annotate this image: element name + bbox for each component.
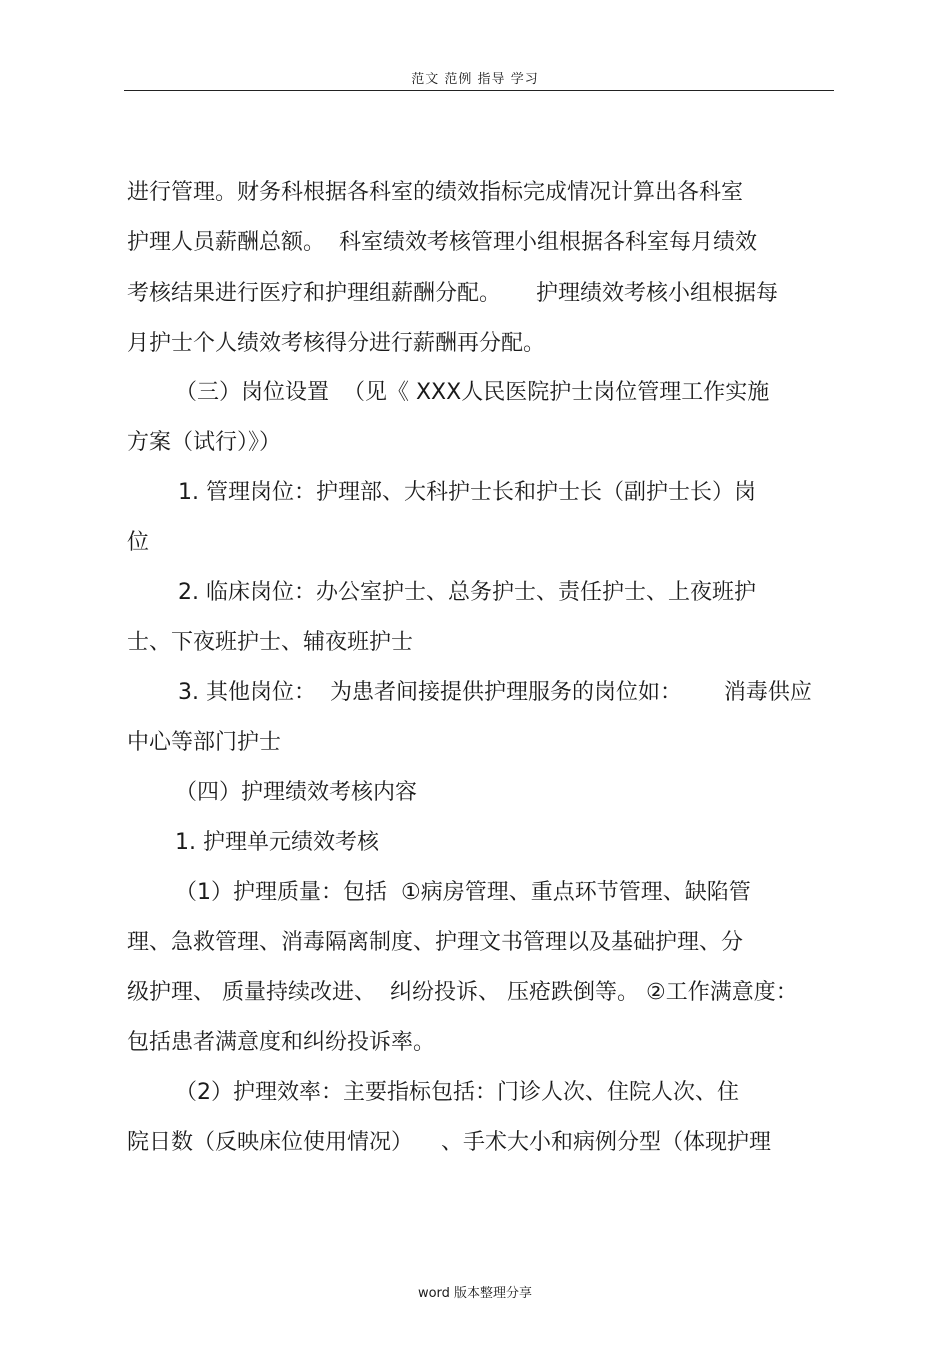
text-line-16: 理、急救管理、消毒隔离制度、护理文书管理以及基础护理、分 [127,930,744,955]
text-line-9: 2. 临床岗位：办公室护士、总务护士、责任护士、上夜班护 [178,580,756,605]
text-line-4: 月护士个人绩效考核得分进行薪酬再分配。 [127,331,546,356]
text-line-5: （三）岗位设置 （见《 XXX人民医院护士岗位管理工作实施 [175,380,770,405]
text-line-1: 进行管理。财务科根据各科室的绩效指标完成情况计算出各科室 [127,180,744,205]
text-line-18: 包括患者满意度和纠纷投诉率。 [127,1030,436,1055]
text-line-8: 位 [127,530,150,555]
text-line-2: 护理人员薪酬总额。 科室绩效考核管理小组根据各科室每月绩效 [127,230,757,255]
text-line-15: （1）护理质量：包括 ①病房管理、重点环节管理、缺陷管 [175,880,751,905]
text-line-13: （四）护理绩效考核内容 [175,780,418,805]
page-header: 范文 范例 指导 学习 [411,72,539,87]
text-line-17: 级护理、 质量持续改进、 纠纷投诉、 压疮跌倒等。 ②工作满意度： [127,980,798,1005]
text-line-20: 院日数（反映床位使用情况） 、手术大小和病例分型（体现护理 [127,1130,771,1155]
text-line-19: （2）护理效率：主要指标包括：门诊人次、住院人次、住 [175,1080,739,1105]
text-line-14: 1. 护理单元绩效考核 [175,830,379,855]
text-line-11: 3. 其他岗位： 为患者间接提供护理服务的岗位如： 消毒供应 [178,680,812,705]
text-line-7: 1. 管理岗位：护理部、大科护士长和护士长（副护士长）岗 [178,480,756,505]
text-line-10: 士、下夜班护士、辅夜班护士 [127,630,414,655]
page-footer: word 版本整理分享 [417,1286,533,1301]
header-rule [124,90,834,91]
text-line-3: 考核结果进行医疗和护理组薪酬分配。 护理绩效考核小组根据每 [127,281,778,306]
text-line-12: 中心等部门护士 [127,730,282,755]
text-line-6: 方案（试行）》） [127,430,282,455]
